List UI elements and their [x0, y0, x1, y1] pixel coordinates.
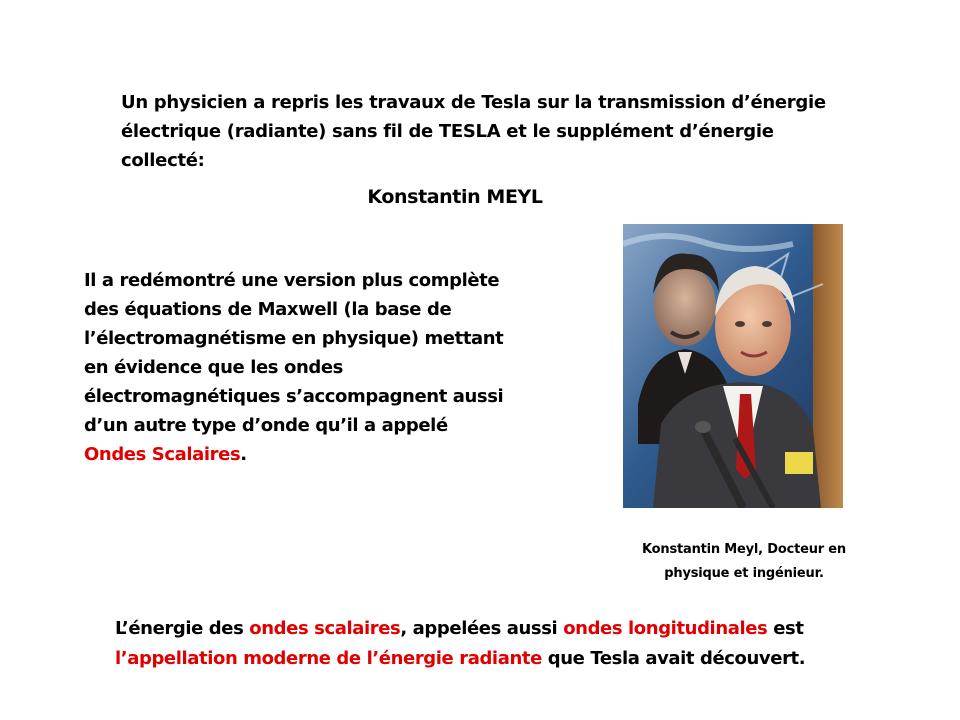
portrait-photo [623, 224, 843, 508]
body-line-6: d’un autre type d’onde qu’il a appelé [84, 415, 448, 436]
conclusion-line-1 [115, 614, 895, 644]
caption-line-2: physique et ingénieur. [664, 566, 824, 581]
body-line-3: l’électromagnétisme en physique) mettant [84, 328, 504, 349]
body-end: . [240, 444, 247, 465]
conclusion-line-2 [115, 644, 895, 674]
conclusion-highlight-3: l’appellation moderne de l’énergie radiante [115, 648, 542, 669]
caption-line-1: Konstantin Meyl, Docteur en [642, 542, 846, 557]
body-line-2: des équations de Maxwell (la base de [84, 299, 452, 320]
body-line-1: Il a redémontré une version plus complète [84, 270, 500, 291]
body-line-5: électromagnétiques s’accompagnent aussi [84, 386, 504, 407]
body-line-4: en évidence que les ondes [84, 357, 343, 378]
conclusion-paragraph [115, 614, 895, 674]
conclusion-text-2: , appelées aussi [400, 618, 564, 639]
intro-line-1: Un physicien a repris les travaux de Tesla sur la transmission d’énergie [121, 92, 826, 113]
conclusion-highlight-2: ondes longitudinales [563, 618, 768, 639]
body-line-7 [84, 440, 524, 469]
body-paragraph [84, 266, 524, 469]
conclusion-highlight-1: ondes scalaires [249, 618, 401, 639]
intro-line-2: électrique (radiante) sans fil de TESLA et le supplément d’énergie collecté: [121, 121, 774, 171]
slide-heading: Konstantin MEYL [367, 186, 543, 208]
conclusion-text-1: L’énergie des [115, 618, 250, 639]
conclusion-text-3: est [767, 618, 804, 639]
body-highlight: Ondes Scalaires [84, 444, 241, 465]
photo-caption [618, 538, 870, 586]
intro-paragraph [121, 88, 861, 175]
conclusion-text-4: que Tesla avait découvert. [541, 648, 806, 669]
